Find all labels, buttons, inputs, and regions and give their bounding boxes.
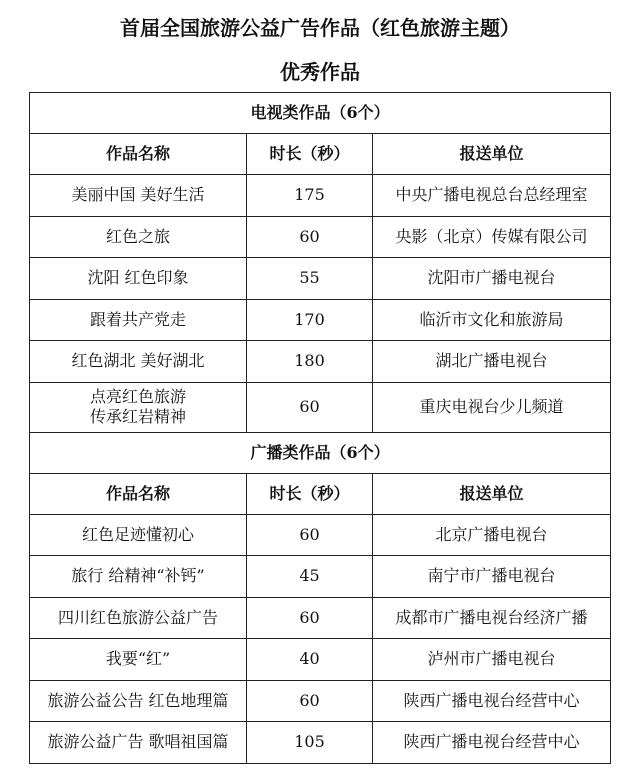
- work-name: 旅行 给精神“补钙”: [71, 566, 205, 586]
- submitting-unit-cell: 央影（北京）传媒有限公司: [373, 216, 611, 258]
- table-row: [30, 722, 611, 764]
- work-name-cell: [30, 382, 247, 432]
- work-name: 我要“红”: [105, 649, 171, 669]
- work-name-cell: [30, 722, 247, 764]
- duration-cell: 175: [247, 175, 373, 217]
- submitting-unit-cell: 湖北广播电视台: [373, 341, 611, 383]
- submitting-unit-cell: 陕西广播电视台经营中心: [373, 680, 611, 722]
- section-heading-row: [30, 432, 611, 473]
- table-row: [30, 556, 611, 598]
- work-name: 旅游公益广告 歌唱祖国篇: [47, 732, 229, 752]
- duration-cell: 60: [247, 216, 373, 258]
- work-name: 点亮红色旅游: [89, 387, 186, 406]
- column-header: 报送单位: [373, 134, 611, 175]
- work-name-line2: 传承红岩精神: [89, 407, 186, 426]
- duration-cell: 40: [247, 639, 373, 681]
- duration-cell: 60: [247, 597, 373, 639]
- duration-cell: 55: [247, 258, 373, 300]
- work-name: 四川红色旅游公益广告: [57, 607, 218, 627]
- work-name: 旅游公益公告 红色地理篇: [47, 690, 229, 710]
- submitting-unit-cell: 沈阳市广播电视台: [373, 258, 611, 300]
- duration-cell: 45: [247, 556, 373, 598]
- works-table: [29, 92, 611, 764]
- work-name-cell: [30, 341, 247, 383]
- work-name: 红色湖北 美好湖北: [71, 351, 205, 371]
- column-header: 时长（秒）: [247, 134, 373, 175]
- work-name: 美丽中国 美好生活: [71, 185, 205, 205]
- section-heading: 广播类作品（6个）: [30, 432, 611, 473]
- work-name-cell: [30, 680, 247, 722]
- duration-cell: 60: [247, 514, 373, 556]
- duration-cell: 170: [247, 299, 373, 341]
- submitting-unit-cell: 北京广播电视台: [373, 514, 611, 556]
- work-name-cell: [30, 514, 247, 556]
- duration-cell: 180: [247, 341, 373, 383]
- table-row: [30, 382, 611, 432]
- column-header: 作品名称: [30, 473, 247, 514]
- column-header-row: [30, 473, 611, 514]
- column-header: 作品名称: [30, 134, 247, 175]
- table-row: [30, 341, 611, 383]
- work-name: 红色足迹懂初心: [81, 524, 194, 544]
- works-table-body: [30, 93, 611, 764]
- submitting-unit-cell: 成都市广播电视台经济广播: [373, 597, 611, 639]
- work-name: 沈阳 红色印象: [87, 268, 189, 288]
- submitting-unit-cell: 重庆电视台少儿频道: [373, 382, 611, 432]
- work-name: 红色之旅: [105, 226, 170, 246]
- work-name-cell: [30, 216, 247, 258]
- table-row: [30, 175, 611, 217]
- submitting-unit-cell: 泸州市广播电视台: [373, 639, 611, 681]
- work-name-cell: [30, 639, 247, 681]
- column-header: 时长（秒）: [247, 473, 373, 514]
- table-row: [30, 680, 611, 722]
- work-name-cell: [30, 175, 247, 217]
- submitting-unit-cell: 南宁市广播电视台: [373, 556, 611, 598]
- table-row: [30, 514, 611, 556]
- section-heading-row: [30, 93, 611, 134]
- column-header-row: [30, 134, 611, 175]
- table-row: [30, 597, 611, 639]
- duration-cell: 60: [247, 382, 373, 432]
- submitting-unit-cell: 陕西广播电视台经营中心: [373, 722, 611, 764]
- section-heading: 电视类作品（6个）: [30, 93, 611, 134]
- page-title: 首届全国旅游公益广告作品（红色旅游主题）: [120, 16, 520, 40]
- work-name-cell: [30, 597, 247, 639]
- work-name-cell: [30, 556, 247, 598]
- work-name: 跟着共产党走: [89, 309, 186, 329]
- work-name-cell: [30, 299, 247, 341]
- table-row: [30, 639, 611, 681]
- table-row: [30, 258, 611, 300]
- table-row: [30, 216, 611, 258]
- column-header: 报送单位: [373, 473, 611, 514]
- duration-cell: 60: [247, 680, 373, 722]
- page-subtitle: 优秀作品: [280, 60, 360, 84]
- submitting-unit-cell: 临沂市文化和旅游局: [373, 299, 611, 341]
- submitting-unit-cell: 中央广播电视总台总经理室: [373, 175, 611, 217]
- work-name-cell: [30, 258, 247, 300]
- table-row: [30, 299, 611, 341]
- duration-cell: 105: [247, 722, 373, 764]
